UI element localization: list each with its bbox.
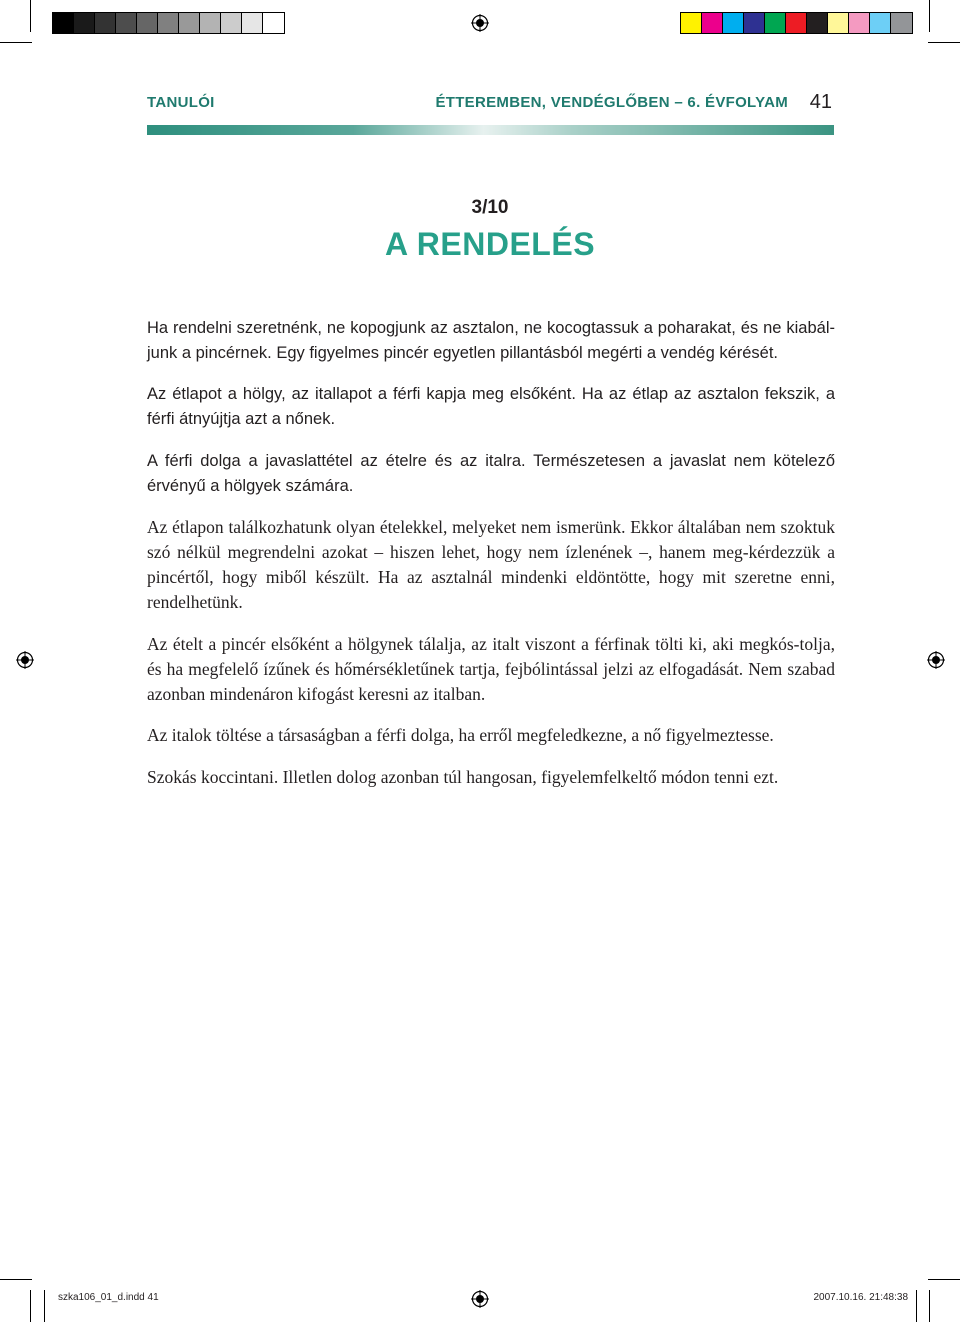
gray-swatch bbox=[53, 13, 74, 33]
crop-mark-bottom-right-h bbox=[928, 1279, 960, 1280]
process-swatch bbox=[807, 13, 828, 33]
process-swatch bbox=[828, 13, 849, 33]
paragraph: Az étlapon találkozhatunk olyan ételekkel, melyeket nem ismerünk. Ekkor általában nem szoktuk szó nélkül megrendelni azokat – hiszen lehet, hogy nem ízlenének –, hanem meg-kérdezzük a pincértől, hogy miből készült. Ha az asztalnál mindenki eldöntötte, hogy mit szeretne enni, rendelhetünk. bbox=[147, 517, 835, 612]
slug-date-info: 2007.10.16. 21:48:38 bbox=[813, 1292, 908, 1303]
crop-mark-top-left-v bbox=[30, 0, 31, 32]
crop-mark-top-right-v bbox=[929, 0, 930, 32]
crop-mark-bottom-left-v2 bbox=[44, 1290, 45, 1322]
paragraph: A férfi dolga a javaslattétel az ételre és az italra. Természetesen a javaslat nem kötelező érvényű a hölgyek számára. bbox=[147, 452, 835, 495]
crop-mark-top-right-h bbox=[928, 42, 960, 43]
process-swatch bbox=[891, 13, 912, 33]
gray-swatch bbox=[74, 13, 95, 33]
process-color-bar bbox=[680, 12, 913, 34]
crop-mark-bottom-right-v2 bbox=[916, 1290, 917, 1322]
header-gradient-rule bbox=[147, 125, 834, 135]
process-swatch bbox=[681, 13, 702, 33]
slug-file-info: szka106_01_d.indd 41 bbox=[58, 1292, 159, 1303]
process-swatch bbox=[744, 13, 765, 33]
gray-swatch bbox=[137, 13, 158, 33]
gray-swatch bbox=[179, 13, 200, 33]
registration-mark-icon bbox=[16, 651, 34, 669]
gray-swatch bbox=[200, 13, 221, 33]
process-swatch bbox=[870, 13, 891, 33]
crop-mark-bottom-left-h bbox=[0, 1279, 32, 1280]
lesson-title: A RENDELÉS bbox=[384, 226, 596, 262]
crop-mark-bottom-left-v bbox=[30, 1290, 31, 1322]
paragraph: Az étlapot a hölgy, az itallapot a férfi kapja meg elsőként. Ha az étlap az asztalon fekszik, a férfi átnyújtja azt a nőnek. bbox=[147, 385, 835, 428]
paragraph: Az ételt a pincér elsőként a hölgynek tálalja, az italt viszont a férfinak tölti ki, aki megkós-tolja, és ha megfelelő ízűnek és hőmérsékletűnek tartja, fejbólintással jelzi az elfogadását. Nem szabad azonban mindenáron kifogást keresni az italban. bbox=[147, 634, 835, 704]
gray-color-bar bbox=[52, 12, 285, 34]
process-swatch bbox=[765, 13, 786, 33]
process-swatch bbox=[702, 13, 723, 33]
gray-swatch bbox=[95, 13, 116, 33]
paragraph: Az italok töltése a társaságban a férfi dolga, ha erről megfeledkezne, a nő figyelmeztesse. bbox=[147, 725, 774, 745]
paragraph: Ha rendelni szeretnénk, ne kopogjunk az asztalon, ne kocogtassuk a poharakat, és ne kiabál-junk a pincérnek. Egy figyelmes pincér egyetlen pillantásból megérti a vendég kérését. bbox=[147, 319, 835, 362]
header-chapter-title: ÉTTEREMBEN, VENDÉGLŐBEN – 6. ÉVFOLYAM bbox=[435, 94, 788, 111]
paragraph: Szokás koccintani. Illetlen dolog azonban túl hangosan, figyelemfelkeltő módon tenni ezt. bbox=[147, 767, 779, 787]
gray-swatch bbox=[116, 13, 137, 33]
registration-mark-icon bbox=[471, 14, 489, 32]
crop-mark-top-left-h bbox=[0, 42, 32, 43]
process-swatch bbox=[786, 13, 807, 33]
registration-mark-icon bbox=[471, 1290, 489, 1308]
registration-mark-icon bbox=[927, 651, 945, 669]
gray-swatch bbox=[221, 13, 242, 33]
process-swatch bbox=[849, 13, 870, 33]
gray-swatch bbox=[158, 13, 179, 33]
crop-mark-bottom-right-v bbox=[929, 1290, 930, 1322]
lesson-number: 3/10 bbox=[471, 197, 509, 218]
page-number: 41 bbox=[809, 91, 832, 113]
process-swatch bbox=[723, 13, 744, 33]
header-section-label: TANULÓI bbox=[147, 94, 215, 111]
gray-swatch bbox=[263, 13, 284, 33]
gray-swatch bbox=[242, 13, 263, 33]
